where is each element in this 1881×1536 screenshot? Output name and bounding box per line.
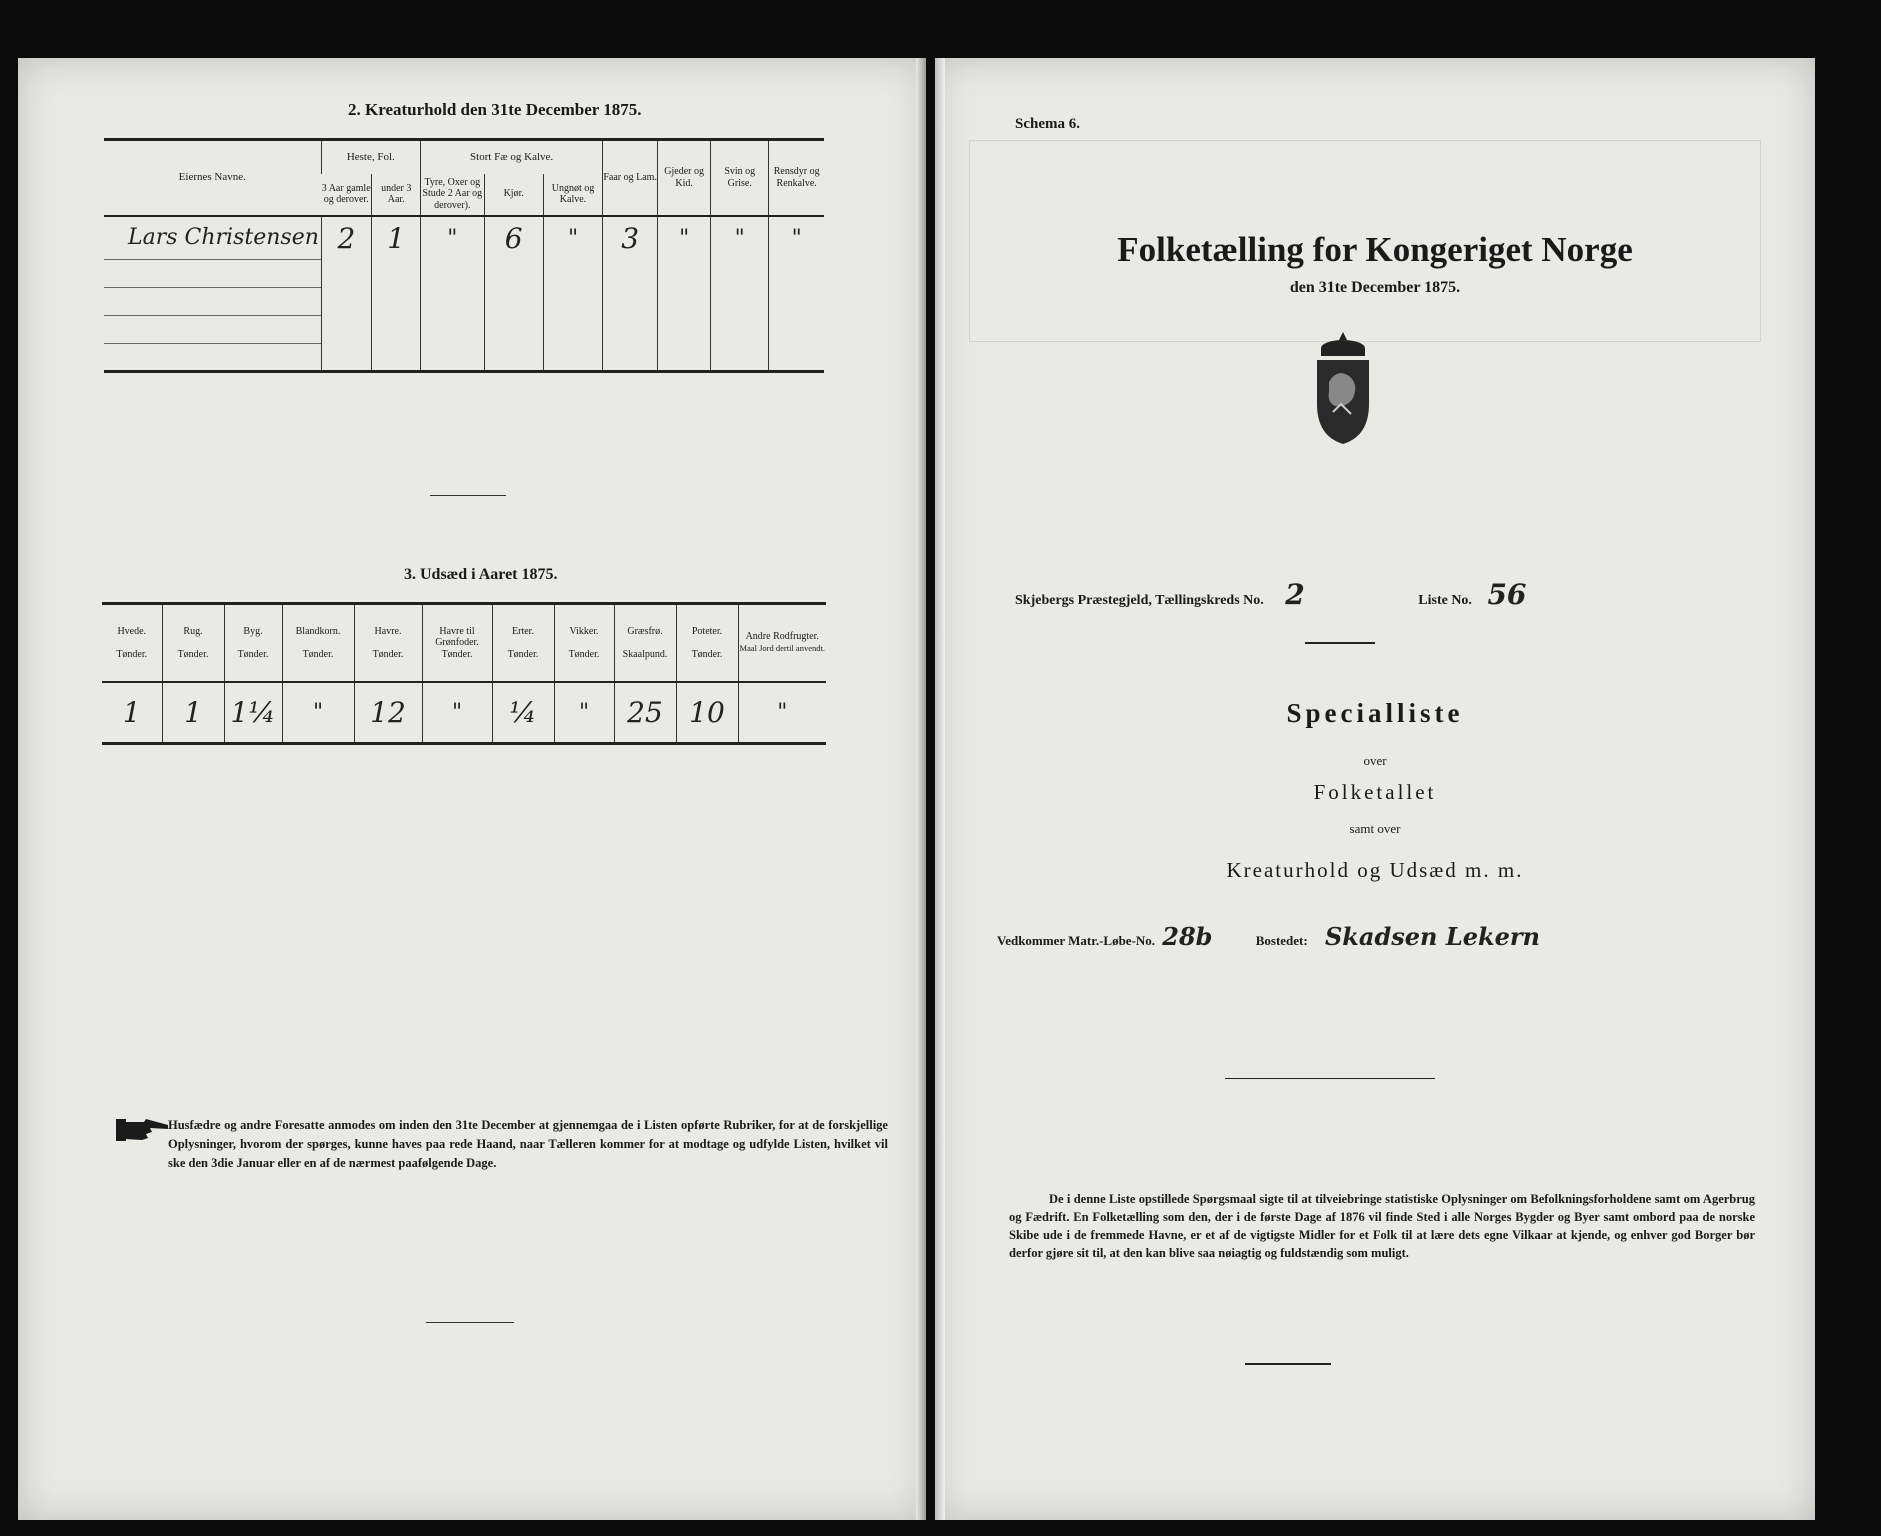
divider [1305, 642, 1375, 644]
seed-col-byg: Byg. Tønder. [224, 604, 282, 682]
seed-value-cell: 12 [354, 682, 422, 744]
folketallet-label: Folketallet [1313, 780, 1437, 804]
table-row [104, 288, 824, 316]
divider [1245, 1363, 1331, 1365]
list-no: 56 [1487, 578, 1527, 611]
seed-col-blandkorn: Blandkorn. Tønder. [282, 604, 354, 682]
value-cell: " [711, 216, 769, 260]
seed-col-havre-gronfoder: Havre til Grønfoder. Tønder. [422, 604, 492, 682]
value-cell: 3 [603, 216, 658, 260]
pointing-hand-icon [116, 1116, 170, 1144]
owner-header: Eiernes Navne. [104, 140, 321, 216]
parish-line [1015, 578, 1526, 611]
divider [430, 495, 506, 496]
value-cell: " [543, 216, 602, 260]
heste-group-header: Heste, Fol. [321, 140, 421, 174]
matr-no: 28b [1162, 922, 1213, 951]
census-title: Folketælling for Kongeriget Norge [1117, 230, 1633, 269]
seed-value-cell: " [554, 682, 614, 744]
value-cell: " [658, 216, 711, 260]
coat-of-arms-icon [1303, 328, 1383, 448]
left-page [18, 58, 926, 1520]
stort-group-header: Stort Fæ og Kalve. [421, 140, 603, 174]
seed-table [102, 602, 826, 745]
col-ungnot-header: Ungnøt og Kalve. [543, 174, 602, 216]
instructions-note: Husfædre og andre Foresatte anmodes om inden den 31te December at gjennemgaa de i Listen opførte Rubriker, for at de forskjellige Oplysninger, hvorom der spørges, kunne haves paa rede Haand, naar Tælleren kommer for at modtage og udfylde Listen, hvilket vil ske den 3die Januar eller en af de nærmest paafølgende Dage. [168, 1118, 888, 1170]
seed-col-havre: Havre. Tønder. [354, 604, 422, 682]
bosted-label: Bostedet: [1255, 933, 1308, 948]
col-tyre-header: Tyre, Oxer og Stude 2 Aar og derover). [421, 174, 485, 216]
col-gjeder-header: Gjeder og Kid. [658, 140, 711, 216]
specialliste-heading: Specialliste [1286, 698, 1464, 728]
col-svin-header: Svin og Grise. [711, 140, 769, 216]
seed-col-andre: Andre Rodfrugter. Maal Jord dertil anvendt. [738, 604, 826, 682]
bosted-value: Skadsen Lekern [1324, 922, 1540, 951]
col-faar-header: Faar og Lam. [603, 140, 658, 216]
value-cell: 2 [321, 216, 372, 260]
list-label: Liste No. [1418, 593, 1472, 608]
over-label: over [1363, 753, 1387, 768]
seed-value-cell: 25 [614, 682, 676, 744]
divider [426, 1322, 514, 1323]
seed-col-graesfro: Græsfrø. Skaalpund. [614, 604, 676, 682]
table-row [104, 316, 824, 344]
seed-value-cell: 10 [676, 682, 738, 744]
divider [1225, 1078, 1435, 1079]
left-page-fold [916, 58, 926, 1520]
schema-label: Schema 6. [1015, 116, 1080, 132]
livestock-table [104, 138, 824, 373]
owner-name-cell: Lars Christensen [128, 225, 319, 251]
seed-value-cell: 1¼ [224, 682, 282, 744]
matr-label: Vedkommer Matr.-Løbe-No. [997, 933, 1156, 948]
seed-value-cell: " [738, 682, 826, 744]
info-paragraph: De i denne Liste opstillede Spørgsmaal sigte til at tilveiebringe statistiske Oplysninger om Befolkningsforholdene samt om Agerbrug og Fædrift. En Folketælling som den, der i de første Dage af 1876 vil finde Sted i alle Norges Bygder og Byer samt ombord paa de norske Skibe ude i de fremmede Havne, er et af de vigtigste Midler for et Folk til at lære dets egne Vilkaar at kjende, og enhver god Borger bør derfor gjøre sit til, at den kan blive saa nøiagtig og fuldstændig som muligt. [1009, 1192, 1755, 1260]
table-row [104, 344, 824, 372]
kreatur-label: Kreaturhold og Udsæd m. m. [1226, 858, 1524, 882]
table-row [104, 260, 824, 288]
value-cell: " [769, 216, 824, 260]
seed-col-vikker: Vikker. Tønder. [554, 604, 614, 682]
seed-value-cell: 1 [162, 682, 224, 744]
district-no: 2 [1285, 578, 1305, 611]
col-heste-under3-header: under 3 Aar. [372, 174, 421, 216]
value-cell: " [421, 216, 485, 260]
samt-over-label: samt over [1349, 821, 1401, 836]
col-rensdyr-header: Rensdyr og Renkalve. [769, 140, 824, 216]
seed-col-poteter: Poteter. Tønder. [676, 604, 738, 682]
seed-value-cell: 1 [102, 682, 162, 744]
livestock-title: 2. Kreaturhold den 31te December 1875. [348, 100, 642, 119]
seed-value-cell: ¼ [492, 682, 554, 744]
matr-line [997, 922, 1540, 951]
seed-col-erter: Erter. Tønder. [492, 604, 554, 682]
right-page [935, 58, 1815, 1520]
seed-col-hvede: Hvede. Tønder. [102, 604, 162, 682]
table-row [104, 216, 824, 260]
seed-value-cell: " [282, 682, 354, 744]
seed-title: 3. Udsæd i Aaret 1875. [404, 566, 558, 583]
col-heste-3aar-header: 3 Aar gamle og derover. [321, 174, 372, 216]
parish-label: Skjebergs Præstegjeld, Tællingskreds No. [1015, 593, 1264, 608]
value-cell: 6 [484, 216, 543, 260]
seed-col-rug: Rug. Tønder. [162, 604, 224, 682]
seed-value-cell: " [422, 682, 492, 744]
census-subtitle: den 31te December 1875. [1289, 279, 1461, 296]
value-cell: 1 [372, 216, 421, 260]
col-kjor-header: Kjør. [484, 174, 543, 216]
table-row [102, 682, 826, 744]
